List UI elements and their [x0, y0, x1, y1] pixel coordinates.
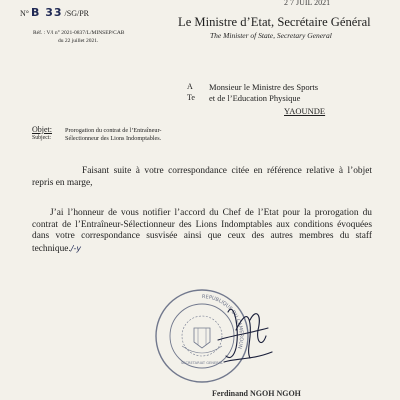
stamp-ring-text: REPUBLIQUE DU CAMEROUN — [201, 293, 244, 350]
addressee-line-2: et de l’Education Physique — [209, 93, 301, 103]
addressee-city: YAOUNDE — [284, 106, 326, 116]
sender-title: Le Ministre d’Etat, Secrétaire Général — [178, 15, 371, 29]
addressee-a-label: A — [187, 82, 193, 91]
object-line-2: Sélectionneur des Lions Indomptables. — [65, 135, 162, 142]
reference-suffix: /SG/PR — [64, 9, 89, 18]
signatory-name: Ferdinand NGOH NGOH — [212, 389, 301, 398]
object-line-1: Prorogation du contrat de l’Entraîneur- — [65, 127, 162, 134]
sender-subtitle: The Minister of State, Secretary General — [210, 31, 332, 40]
received-date: 2 7 JUIL 2021 — [284, 0, 331, 7]
handwritten-signature — [206, 290, 286, 370]
reference-handwritten-number: B 33 — [30, 6, 63, 19]
addressee-te-label: Te — [187, 93, 195, 102]
body-paragraph-2-text: J’ai l’honneur de vous notifier l’accord du Chef de l’Etat pour la prorogation du contrat de l’Entraîneur-Sélectionneur des Lions Indomptables aux conditions évoquées dans votre correspondance susvisée ainsi que ceux des autres membres du staff technique. — [32, 208, 372, 254]
object-label: Objet: — [32, 125, 52, 134]
reference-date: du 22 juillet 2021. — [58, 38, 99, 44]
reference-prefix: N° — [20, 9, 29, 18]
reference-number — [20, 6, 89, 19]
body-paragraph-1: Faisant suite à votre correspondance citée en référence relative à l’objet repris en marge, — [32, 166, 372, 188]
addressee-line-1: Monsieur le Ministre des Sports — [209, 82, 319, 92]
handwritten-mark: /-y — [70, 243, 82, 253]
body-paragraph-2 — [32, 208, 372, 255]
stamp-center-text: SECRETARIAT GENERAL — [180, 361, 224, 365]
reference-line: Réf. : V/l n° 2021-0837/L/MINSEP/CAB — [33, 30, 125, 36]
subject-label: Subject: — [32, 135, 51, 141]
